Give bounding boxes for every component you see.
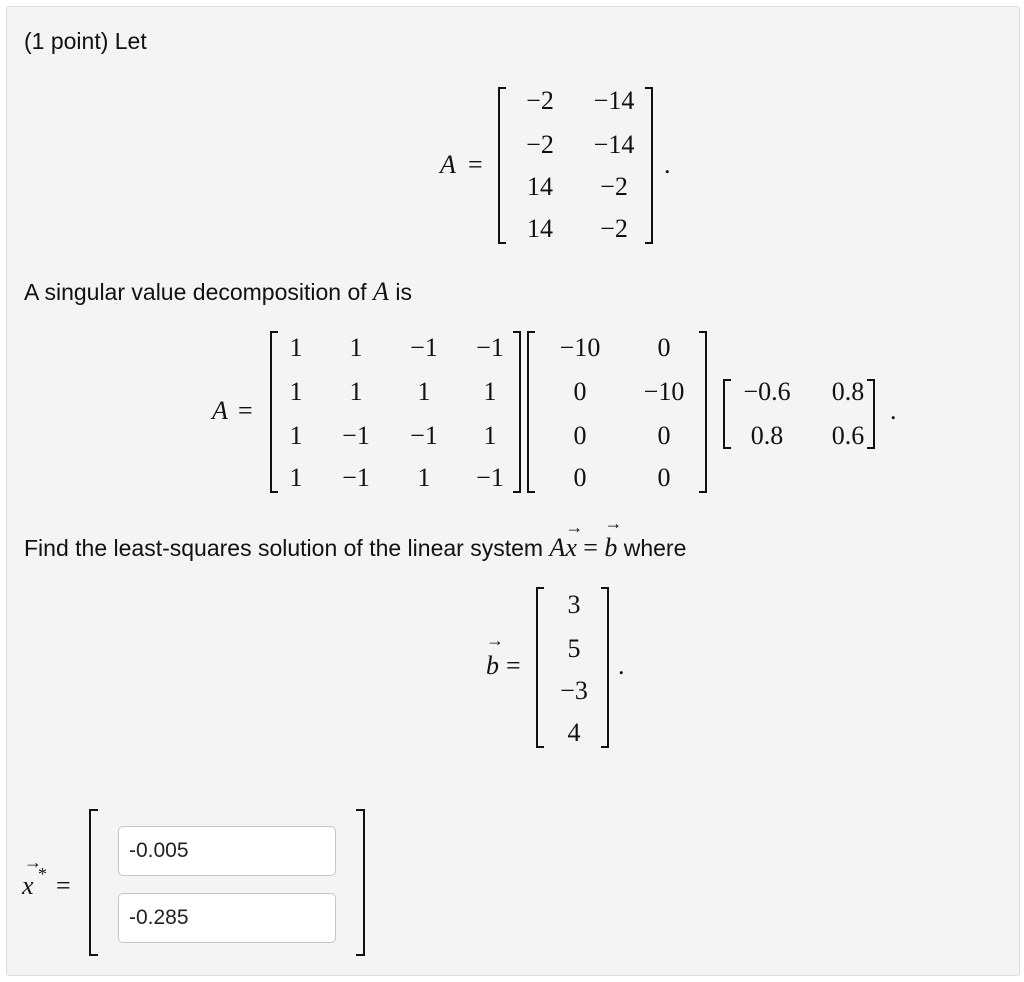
matS-cell: −10 <box>559 333 601 362</box>
find-text-after: where <box>623 535 687 561</box>
matU-cell: −1 <box>476 333 504 362</box>
svd-sentence <box>24 277 412 307</box>
find-expr-b <box>604 513 623 562</box>
vecB-cell: 4 <box>567 718 581 747</box>
svd-a-label: A <box>212 396 228 425</box>
matV-cell: 0.8 <box>750 421 784 450</box>
matV-cell: 0.6 <box>831 421 865 450</box>
svd-equals: = <box>238 396 253 425</box>
matU-cell: 1 <box>349 333 363 362</box>
matU-cell: 1 <box>483 377 497 406</box>
vecB-cell: 3 <box>567 590 581 619</box>
b-equals: = <box>506 651 521 680</box>
b-period: . <box>618 651 625 680</box>
svd-text-after: is <box>395 279 412 305</box>
matU-cell: 1 <box>417 463 431 492</box>
b-label: b <box>486 651 499 680</box>
matS-cell: 0 <box>657 333 671 362</box>
matU-cell: −1 <box>410 421 438 450</box>
intro-text: (1 point) Let <box>24 28 147 54</box>
matA-cell: −2 <box>526 86 554 115</box>
matU-cell: 1 <box>289 463 303 492</box>
svd-period: . <box>890 396 897 425</box>
b-arrow: → <box>486 630 504 650</box>
matrix-a-equals: = <box>468 150 483 179</box>
find-sentence <box>24 513 687 563</box>
svd-text-before: A singular value decomposition of <box>24 279 367 305</box>
matU-cell: −1 <box>410 333 438 362</box>
find-expr-b-letter: b <box>604 533 618 562</box>
vecB-cell: 5 <box>567 634 581 663</box>
xstar-2-input[interactable] <box>118 893 336 943</box>
matU-cell: 1 <box>349 377 363 406</box>
matrix-a-period: . <box>664 150 671 179</box>
matU-cell: 1 <box>417 377 431 406</box>
matU-cell: −1 <box>342 421 370 450</box>
matU-cell: −1 <box>476 463 504 492</box>
matU-cell: −1 <box>342 463 370 492</box>
matU-cell: 1 <box>483 421 497 450</box>
matA-cell: 14 <box>527 172 553 201</box>
find-expr-x-arrow: → <box>565 517 584 537</box>
matA-cell: −14 <box>593 86 635 115</box>
matS-cell: 0 <box>573 463 587 492</box>
matA-cell: −2 <box>600 172 628 201</box>
find-expr-x-letter: x <box>565 533 577 562</box>
find-expr-b-arrow: → <box>604 513 623 533</box>
find-expr-ax <box>549 517 584 562</box>
matU-cell: 1 <box>289 333 303 362</box>
matS-cell: 0 <box>573 421 587 450</box>
matS-cell: 0 <box>657 463 671 492</box>
xstar-label: x <box>22 871 34 900</box>
matA-cell: −2 <box>600 214 628 243</box>
find-expr-x <box>565 517 584 562</box>
xstar-equals: = <box>56 871 71 900</box>
find-expr-equals: = <box>583 533 598 562</box>
matA-cell: 14 <box>527 214 553 243</box>
matS-cell: −10 <box>643 377 685 406</box>
matA-cell: −2 <box>526 130 554 159</box>
matV-cell: 0.8 <box>831 377 865 406</box>
find-expr-a: A <box>549 533 566 562</box>
vecB-cell: −3 <box>560 676 588 705</box>
matA-cell: −14 <box>593 130 635 159</box>
find-text-before: Find the least-squares solution of the linear system <box>24 535 544 561</box>
matS-cell: 0 <box>573 377 587 406</box>
xstar-sup: * <box>38 864 47 884</box>
matU-cell: 1 <box>289 377 303 406</box>
matS-cell: 0 <box>657 421 671 450</box>
matrix-a-label: A <box>440 150 456 179</box>
xstar-arrow: → <box>24 852 42 872</box>
svd-text-var: A <box>373 277 389 306</box>
matV-cell: −0.6 <box>743 377 791 406</box>
xstar-1-input[interactable] <box>118 826 336 876</box>
matU-cell: 1 <box>289 421 303 450</box>
